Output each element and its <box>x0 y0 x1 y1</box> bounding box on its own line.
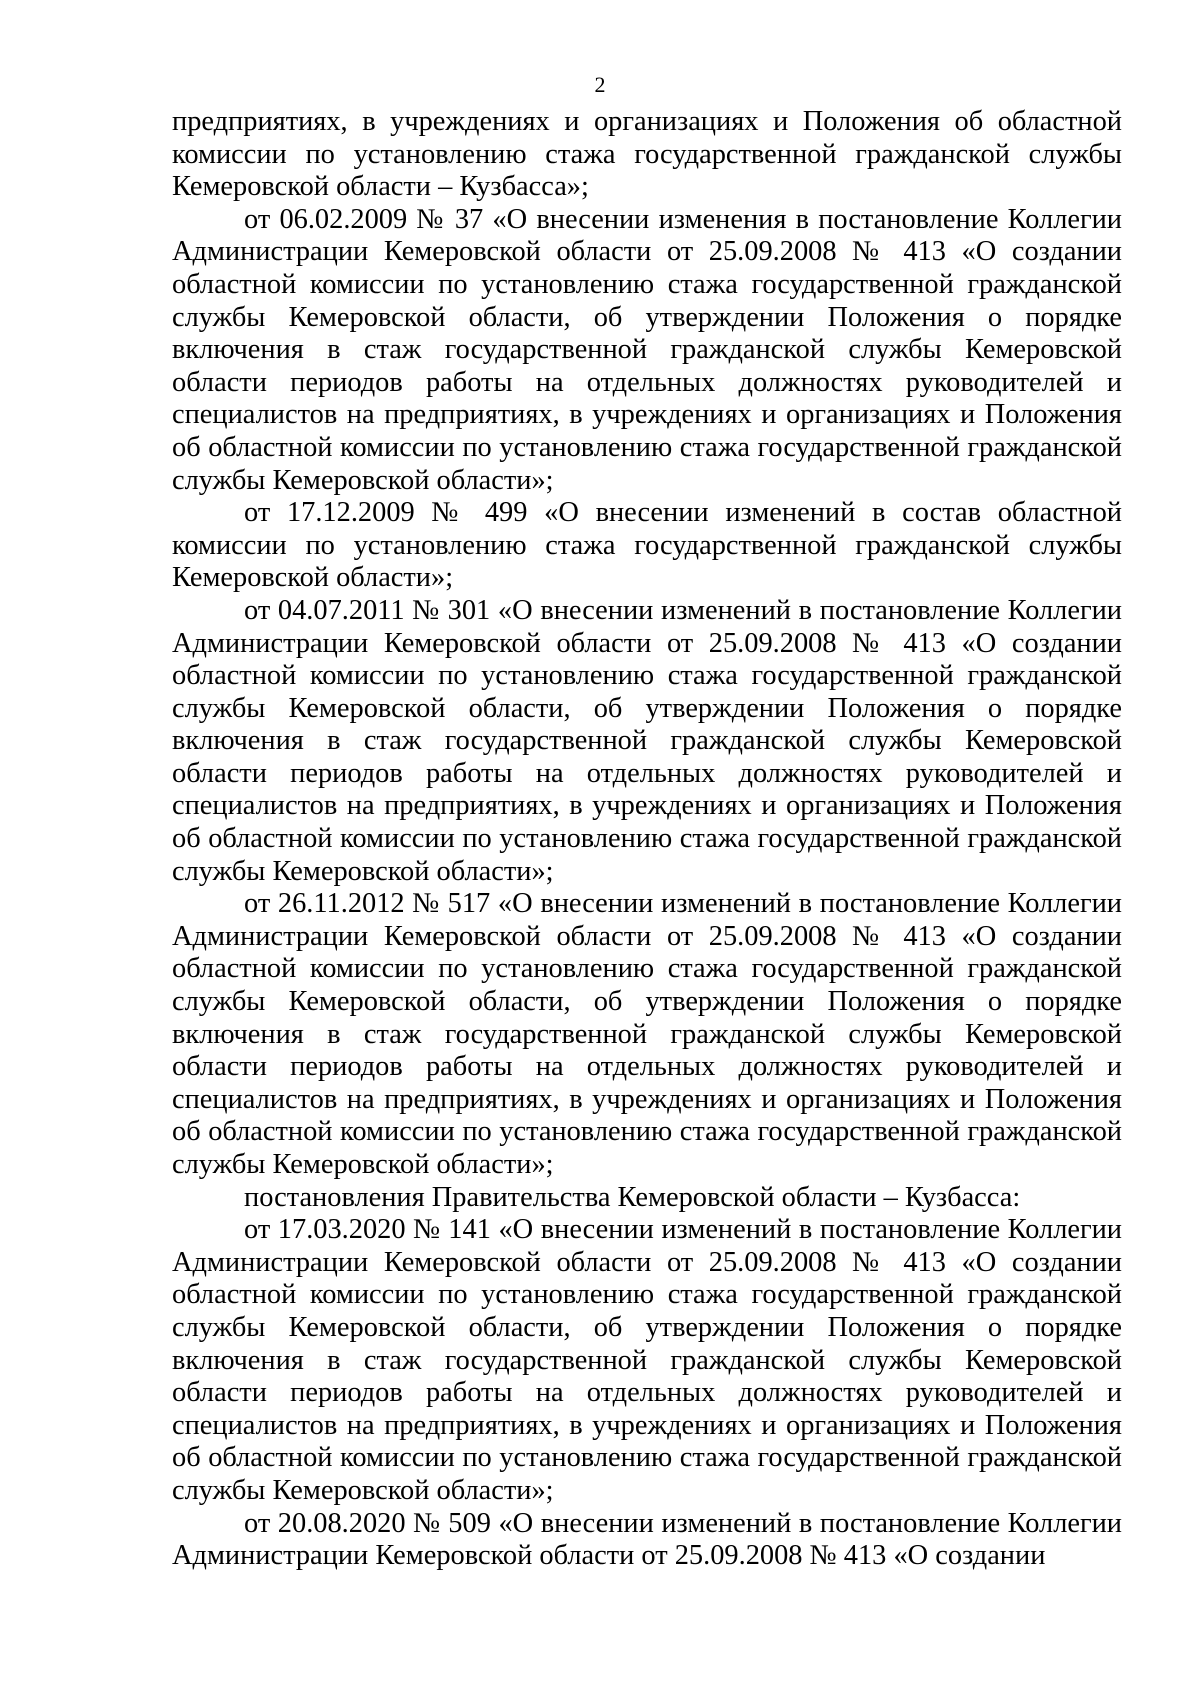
paragraph-decree-2012-517: от 26.11.2012 № 517 «О внесении изменений в постановление Коллегии Администрации Кемеровской области от 25.09.2008 № 413 «О создании областной комиссии по установлению стажа государственной гражданской службы Кемеровской области, об утверждении Положения о порядке включения в стаж государственной гражданской службы Кемеровской области периодов работы на отдельных должностях руководителей и специалистов на предприятиях, в учреждениях и организациях и Положения об областной комиссии по установлению стажа государственной гражданской службы Кемеровской области»; <box>172 888 1122 1180</box>
paragraph-continuation: предприятиях, в учреждениях и организациях и Положения об областной комиссии по установлению стажа государственной гражданской службы Кемеровской области – Кузбасса»; <box>172 106 1122 203</box>
document-body <box>172 106 1122 1573</box>
paragraph-decree-2020-509: от 20.08.2020 № 509 «О внесении изменений в постановление Коллегии Администрации Кемеровской области от 25.09.2008 № 413 «О создании <box>172 1507 1122 1572</box>
paragraph-decree-2011-301: от 04.07.2011 № 301 «О внесении изменений в постановление Коллегии Администрации Кемеровской области от 25.09.2008 № 413 «О создании областной комиссии по установлению стажа государственной гражданской службы Кемеровской области, об утверждении Положения о порядке включения в стаж государственной гражданской службы Кемеровской области периодов работы на отдельных должностях руководителей и специалистов на предприятиях, в учреждениях и организациях и Положения об областной комиссии по установлению стажа государственной гражданской службы Кемеровской области»; <box>172 594 1122 887</box>
paragraph-government-decrees-heading: постановления Правительства Кемеровской области – Кузбасса: <box>244 1181 1021 1213</box>
paragraph-decree-2009-499: от 17.12.2009 № 499 «О внесении изменений в состав областной комиссии по установлению стажа государственной гражданской службы Кемеровской области»; <box>172 497 1122 594</box>
paragraph-decree-2009-37: от 06.02.2009 № 37 «О внесении изменения в постановление Коллегии Администрации Кемеровской области от 25.09.2008 № 413 «О создании областной комиссии по установлению стажа государственной гражданской службы Кемеровской области, об утверждении Положения о порядке включения в стаж государственной гражданской службы Кемеровской области периодов работы на отдельных должностях руководителей и специалистов на предприятиях, в учреждениях и организациях и Положения об областной комиссии по установлению стажа государственной гражданской службы Кемеровской области»; <box>172 203 1122 496</box>
page-number: 2 <box>594 72 606 97</box>
paragraph-decree-2020-141: от 17.03.2020 № 141 «О внесении изменений в постановление Коллегии Администрации Кемеровской области от 25.09.2008 № 413 «О создании областной комиссии по установлению стажа государственной гражданской службы Кемеровской области, об утверждении Положения о порядке включения в стаж государственной гражданской службы Кемеровской области периодов работы на отдельных должностях руководителей и специалистов на предприятиях, в учреждениях и организациях и Положения об областной комиссии по установлению стажа государственной гражданской службы Кемеровской области»; <box>172 1214 1122 1506</box>
